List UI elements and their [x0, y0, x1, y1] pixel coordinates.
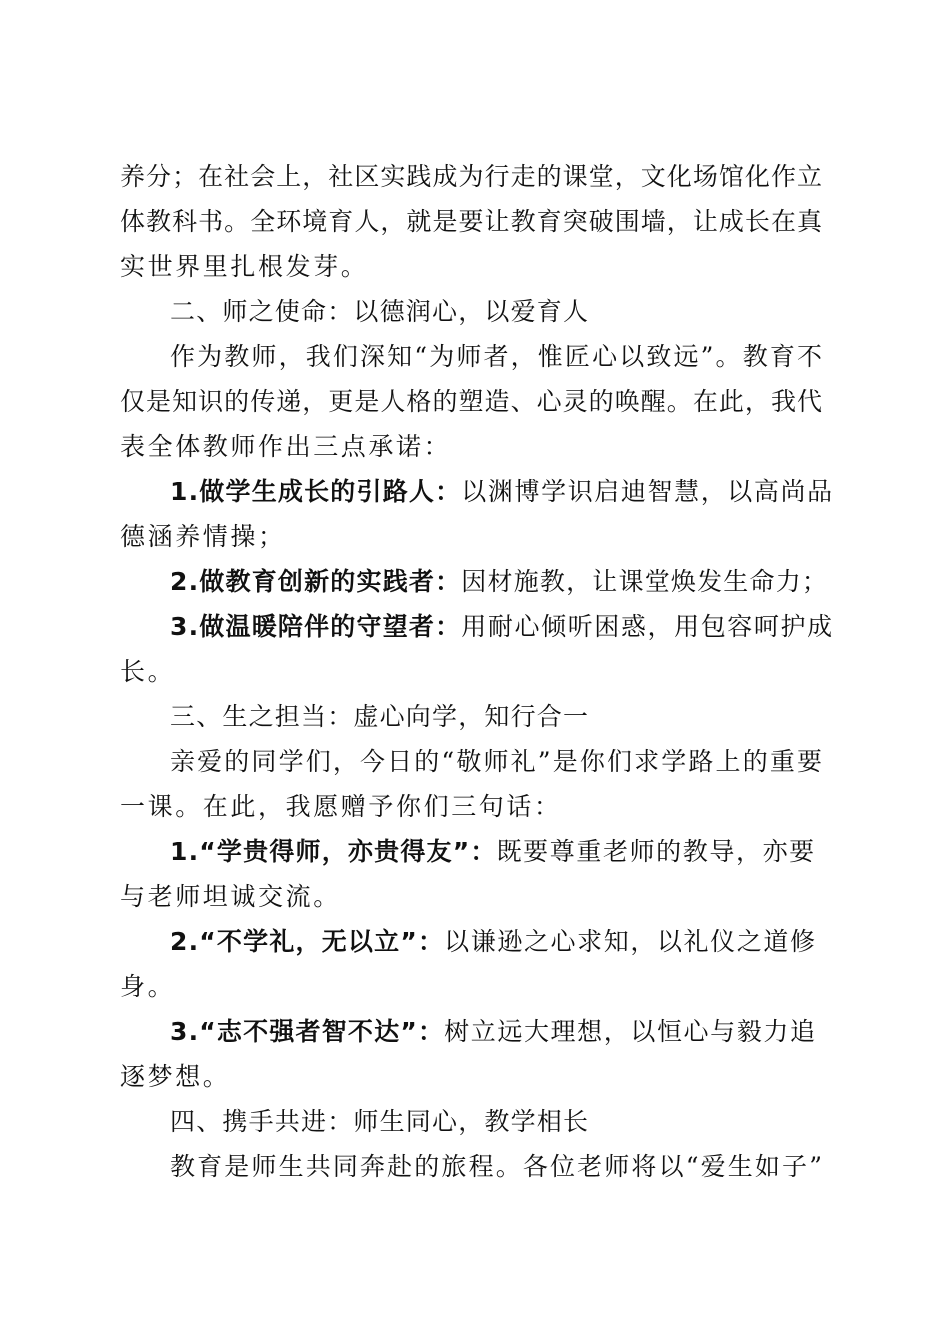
paragraph-line: 实世界里扎根发芽。 — [120, 252, 369, 281]
section-heading: 二、师之使命：以德润心，以爱育人 — [170, 297, 590, 326]
list-item-continuation: 与老师坦诚交流。 — [120, 882, 341, 911]
list-item — [170, 472, 834, 512]
list-item-text: 以渊博学识启迪智慧，以高尚品 — [461, 477, 834, 506]
list-item — [170, 562, 829, 602]
list-item-continuation: 身。 — [120, 972, 176, 1001]
list-item-text: 用耐心倾听困惑，用包容呵护成 — [461, 612, 834, 641]
list-item — [170, 1012, 822, 1052]
paragraph-line: 教育是师生共同奔赴的旅程。各位老师将以“爱生如子” — [170, 1152, 822, 1181]
list-item-continuation: 长。 — [120, 657, 176, 686]
list-item-continuation: 逐梦想。 — [120, 1062, 231, 1091]
paragraph-line: 体教科书。全环境育人，就是要让教育突破围墙，让成长在真 — [120, 207, 822, 236]
section-heading: 四、携手共进：师生同心，教学相长 — [170, 1107, 590, 1136]
paragraph-line: 亲爱的同学们，今日的“敬师礼”是你们求学路上的重要 — [170, 747, 822, 776]
list-item-text: 树立远大理想，以恒心与毅力追 — [444, 1017, 817, 1046]
paragraph-line: 仅是知识的传递，更是人格的塑造、心灵的唤醒。在此，我代 — [120, 387, 822, 416]
section-heading: 三、生之担当：虚心向学，知行合一 — [170, 702, 590, 731]
list-item-lead: 1.“学贵得师，亦贵得友”： — [170, 837, 497, 866]
list-item — [170, 832, 822, 872]
list-item-lead: 2.“不学礼，无以立”： — [170, 927, 445, 956]
list-item-lead: 2.做教育创新的实践者： — [170, 567, 462, 596]
paragraph-line: 养分；在社会上，社区实践成为行走的课堂，文化场馆化作立 — [120, 162, 822, 191]
list-item-text: 因材施教，让课堂焕发生命力； — [461, 567, 829, 596]
list-item-continuation: 德涵养情操； — [120, 522, 286, 551]
list-item — [170, 607, 834, 647]
list-item-text: 既要尊重老师的教导，亦要 — [496, 837, 816, 866]
list-item-lead: 3.做温暖陪伴的守望者： — [170, 612, 462, 641]
list-item-lead: 3.“志不强者智不达”： — [170, 1017, 445, 1046]
paragraph-line: 表全体教师作出三点承诺： — [120, 432, 452, 461]
list-item-text: 以谦逊之心求知，以礼仪之道修 — [444, 927, 817, 956]
paragraph-line: 作为教师，我们深知“为师者，惟匠心以致远”。教育不 — [170, 342, 822, 371]
paragraph-line: 一课。在此，我愿赠予你们三句话： — [120, 792, 562, 821]
list-item — [170, 922, 822, 962]
list-item-lead: 1.做学生成长的引路人： — [170, 477, 462, 506]
